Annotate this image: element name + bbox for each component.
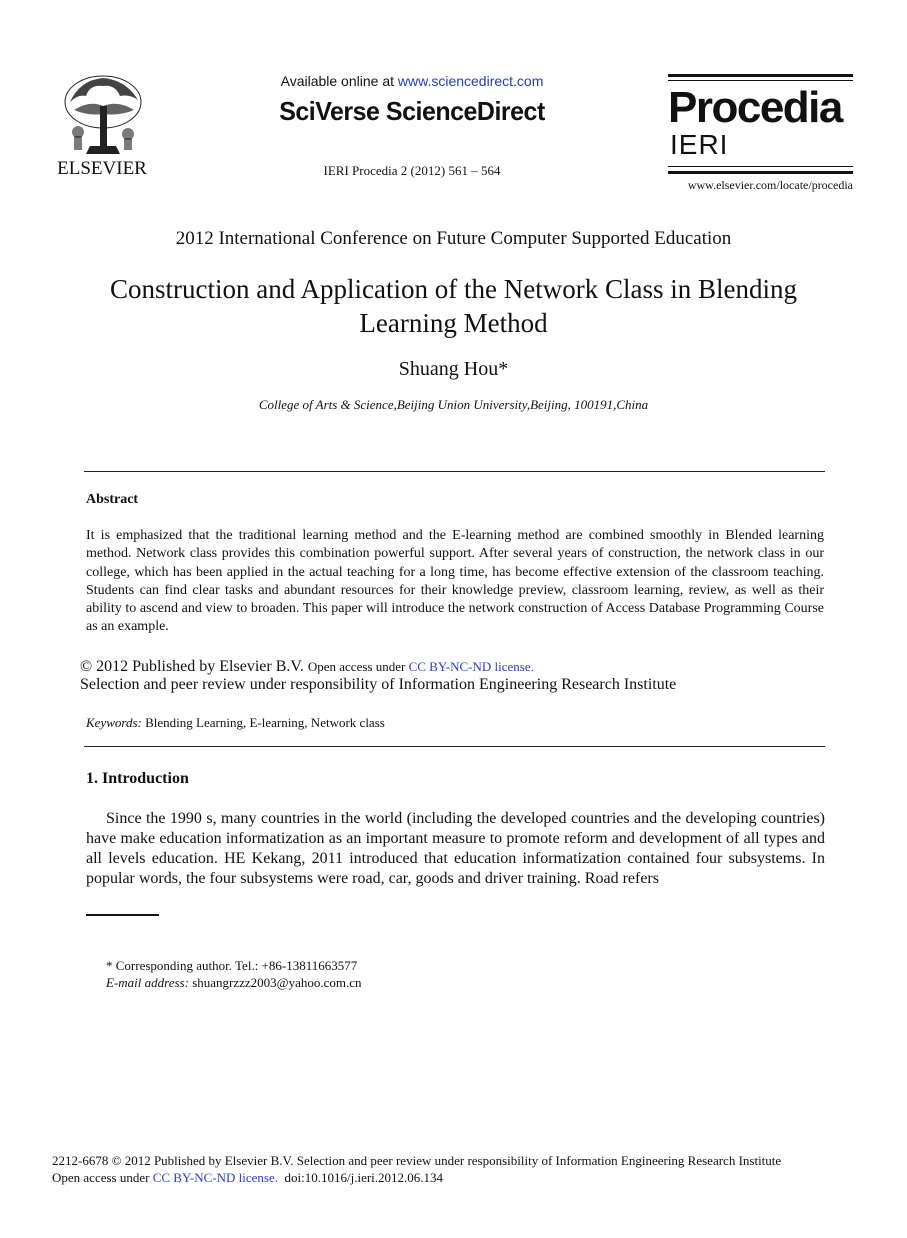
elsevier-wordmark: ELSEVIER <box>57 158 147 179</box>
procedia-wordmark: Procedia <box>668 83 842 132</box>
footnote-rule <box>86 914 159 916</box>
ieri-wordmark: IERI <box>670 129 729 160</box>
copyright-line <box>80 658 534 676</box>
keywords-line <box>86 715 385 731</box>
elsevier-logo <box>52 72 152 180</box>
corresponding-author-note: * Corresponding author. Tel.: +86-13811663577 <box>106 958 358 973</box>
sciencedirect-link[interactable]: www.sciencedirect.com <box>397 73 544 89</box>
email-note <box>106 975 362 991</box>
peer-review-statement: Selection and peer review under responsibility of Information Engineering Research Institute <box>80 676 677 693</box>
author-affiliation: College of Arts & Science,Beijing Union University,Beijing, 100191,China <box>258 397 649 412</box>
abstract-body: It is emphasized that the traditional learning method and the E-learning method are combined smoothly in Blended learning method. Network class provides this combination powerful support. After several years of construction, the network class in our college, which has been applied in the actual teaching for a long time, has become effective extension of the classroom teaching. Students can find clear tasks and abundant resources for their knowledge preview, classroom learning, review, as well as their ability to ascend and view to broaden. This paper will introduce the network construction of Access Database Programming Course as an example. <box>86 528 824 635</box>
paper-title <box>60 272 847 340</box>
keywords-values: Blending Learning, E-learning, Network class <box>141 715 385 730</box>
paper-title-line-2: Learning Method <box>359 308 548 338</box>
footer-open-access-label: Open access under <box>52 1170 153 1185</box>
introduction-heading: 1. Introduction <box>86 770 189 787</box>
procedia-bottom-rule <box>668 171 853 174</box>
license-link[interactable]: CC BY-NC-ND license. <box>408 659 534 674</box>
author-name: Shuang Hou* <box>398 358 509 380</box>
journal-reference: IERI Procedia 2 (2012) 561 – 564 <box>323 163 501 178</box>
footer-license-doi <box>52 1170 443 1186</box>
copyright-published: © 2012 Published by Elsevier B.V. <box>80 658 308 675</box>
email-address[interactable]: shuangrzzz2003@yahoo.com.cn <box>188 975 362 990</box>
available-online-line <box>262 73 562 89</box>
procedia-top-rule <box>668 74 853 77</box>
email-label: E-mail address: <box>106 975 189 990</box>
procedia-logo <box>668 74 853 194</box>
conference-name: 2012 International Conference on Future Computer Supported Education <box>175 228 732 249</box>
procedia-url[interactable]: www.elsevier.com/locate/procedia <box>687 178 853 192</box>
procedia-top-thin-rule <box>668 80 853 81</box>
footer-license-link[interactable]: CC BY-NC-ND license. <box>152 1170 279 1185</box>
available-prefix: Available online at <box>280 73 398 89</box>
keywords-label: Keywords: <box>86 715 142 730</box>
elsevier-tree-icon <box>60 72 146 158</box>
introduction-body: Since the 1990 s, many countries in the world (including the developed countries and the developing countries) have make education informatization as an important measure to promote reform and development of all types and all levels education. HE Kekang, 2011 introduced that education informatization contained four subsystems. In popular words, the four subsystems were road, car, goods and driver training. Road refers <box>86 810 825 887</box>
sciverse-sciencedirect-logo: SciVerse ScienceDirect <box>279 96 545 126</box>
footer-copyright: 2212-6678 © 2012 Published by Elsevier B.V. Selection and peer review under responsibility of Information Engineering Research Institute <box>52 1153 782 1168</box>
open-access-label: Open access under <box>307 659 409 674</box>
footer-doi[interactable]: doi:10.1016/j.ieri.2012.06.134 <box>278 1170 444 1185</box>
abstract-bottom-divider <box>84 746 825 747</box>
abstract-heading: Abstract <box>86 492 139 507</box>
procedia-bottom-thin-rule <box>668 166 853 167</box>
paper-title-line-1: Construction and Application of the Network Class in Blending <box>110 274 797 304</box>
abstract-top-divider <box>84 471 825 472</box>
